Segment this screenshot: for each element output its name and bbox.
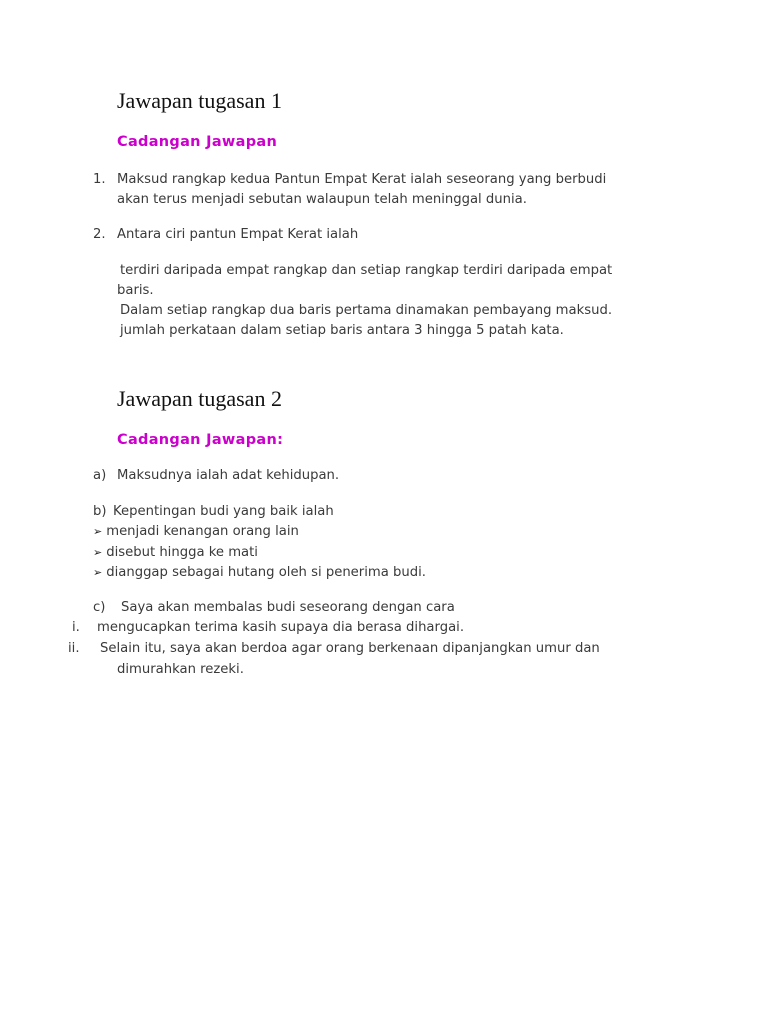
section1-heading: Jawapan tugasan 1 — [117, 88, 282, 113]
section2-heading: Jawapan tugasan 2 — [117, 386, 282, 411]
answer-a-label: a) — [93, 468, 107, 483]
item1-number: 1. — [93, 172, 106, 187]
point1-line2: baris. — [117, 283, 154, 298]
bullet-text: disebut hingga ke mati — [106, 545, 258, 560]
answer-b-label: b) — [93, 504, 107, 519]
item1-line2: akan terus menjadi sebutan walaupun telah meninggal dunia. — [117, 192, 527, 207]
answer-c-sub2-text: Selain itu, saya akan berdoa agar orang berkenaan dipanjangkan umur dan — [100, 641, 600, 656]
answer-b-text: Kepentingan budi yang baik ialah — [113, 504, 334, 519]
answer-c-sub1-label: i. — [72, 620, 80, 635]
answer-a-text: Maksudnya ialah adat kehidupan. — [117, 468, 340, 483]
answer-c-label: c) — [93, 600, 106, 615]
arrow-bullet-icon: ➢ — [93, 525, 103, 538]
answer-b-bullet-1 — [93, 522, 299, 542]
answer-b-bullet-2 — [93, 543, 258, 563]
arrow-bullet-icon: ➢ — [93, 546, 103, 559]
point2: Dalam setiap rangkap dua baris pertama dinamakan pembayang maksud. — [120, 303, 613, 318]
bullet-text: menjadi kenangan orang lain — [106, 524, 299, 539]
point3: jumlah perkataan dalam setiap baris antara 3 hingga 5 patah kata. — [120, 323, 564, 338]
item2-line1: Antara ciri pantun Empat Kerat ialah — [117, 227, 359, 242]
answer-c-sub1-text: mengucapkan terima kasih supaya dia berasa dihargai. — [97, 620, 465, 635]
bullet-text: dianggap sebagai hutang oleh si penerima budi. — [106, 565, 426, 580]
section2-subheading: Cadangan Jawapan: — [117, 432, 284, 448]
section1-subheading: Cadangan Jawapan — [117, 134, 278, 150]
answer-b-bullet-3 — [93, 563, 426, 583]
item2-number: 2. — [93, 227, 106, 242]
answer-c-sub2-continuation: dimurahkan rezeki. — [117, 662, 244, 677]
point1-line1: terdiri daripada empat rangkap dan setiap rangkap terdiri daripada empat — [120, 263, 613, 278]
answer-c-text: Saya akan membalas budi seseorang dengan cara — [121, 600, 455, 615]
item1-line1: Maksud rangkap kedua Pantun Empat Kerat ialah seseorang yang berbudi — [117, 172, 607, 187]
arrow-bullet-icon: ➢ — [93, 566, 103, 579]
answer-c-sub2-label: ii. — [68, 641, 80, 656]
